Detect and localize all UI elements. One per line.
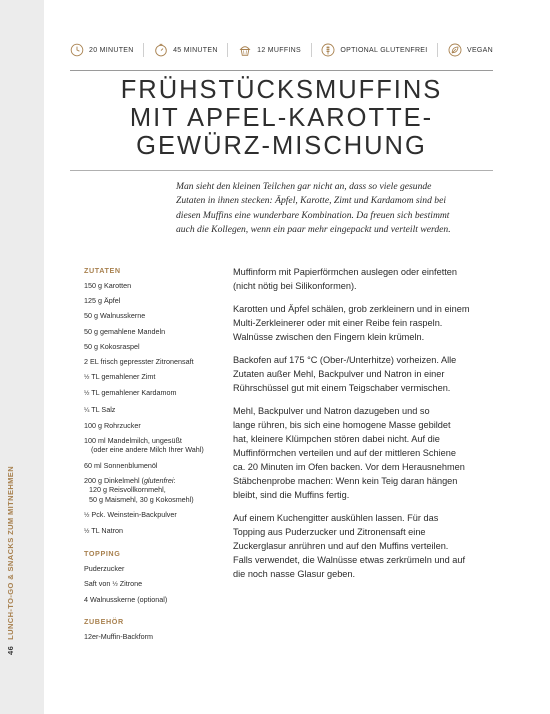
fraction: ½ (112, 581, 118, 589)
ingredient-item (84, 510, 224, 521)
badge-divider (143, 43, 144, 57)
ingredient-line: (oder eine andere Milch Ihrer Wahl) (91, 445, 204, 455)
ingredient-line: 120 g Reisvollkornmehl, (89, 485, 166, 495)
step-line: Karotten und Äpfel schälen, grob zerkleinern und in einem (233, 304, 470, 314)
title-line-2: MIT APFEL-KAROTTE- (129, 104, 434, 132)
instruction-step (233, 302, 495, 344)
intro-line: diesen Muffins eine wunderbare Kombination. Da freuen sich bestimmt (176, 209, 450, 221)
ingredient-item: 125 g Äpfel (84, 296, 121, 306)
leaf-icon (448, 43, 462, 57)
step-line: Rührschüssel gut mit einem Teigschaber vermischen. (233, 383, 451, 393)
fraction: ½ (84, 512, 90, 520)
ingredient-text: TL gemahlener Zimt (89, 372, 156, 382)
oven-timer-icon (154, 43, 168, 57)
ingredient-text: : (173, 475, 176, 485)
ingredient-text: 200 g Dinkelmehl ( (84, 475, 144, 485)
yield-badge (238, 43, 301, 57)
step-line: Multi-Zerkleinerer oder mit einer Reibe fein raspeln. (233, 318, 443, 328)
gluten-free-badge (321, 43, 427, 57)
instruction-step (233, 511, 495, 581)
instruction-step (233, 353, 495, 395)
running-footer (6, 395, 15, 655)
header-rule (70, 70, 493, 71)
ingredient-column (84, 266, 224, 654)
step-line: Walnüsse zwischen den Fingern klein krümeln. (233, 332, 425, 342)
ingredient-text: TL gemahlener Kardamom (89, 388, 177, 398)
topping-heading: TOPPING (84, 549, 121, 558)
clock-icon (70, 43, 84, 57)
step-line: Topping aus Puderzucker und Zitronensaft eine (233, 527, 426, 537)
step-line: (nicht nötig bei Silikonformen). (233, 281, 357, 291)
yield-label: 12 MUFFINS (257, 46, 301, 54)
prep-time-badge (70, 43, 134, 57)
step-line: ca. 20 Minuten im Ofen backen. Vor dem Herausnehmen (233, 462, 465, 472)
instruction-step (233, 265, 495, 293)
fraction: ½ (84, 528, 90, 536)
ingredient-item (84, 405, 224, 416)
badge-divider (227, 43, 228, 57)
ingredient-item: 4 Walnusskerne (optional) (84, 595, 168, 605)
ingredient-text: TL Salz (89, 404, 116, 414)
ingredient-item: 100 g Rohrzucker (84, 420, 141, 430)
prep-time-label: 20 MINUTEN (89, 46, 134, 54)
step-line: Muffinförmchen verteilen und auf der mittleren Schiene (233, 448, 457, 458)
step-line: Backofen auf 175 °C (Ober-/Unterhitze) vorheizen. Alle (233, 355, 457, 365)
bake-time-label: 45 MINUTEN (173, 46, 218, 54)
step-line: hat, kleinere Klümpchen stören dabei nicht. Auf die (233, 434, 440, 444)
ingredient-item: 50 g Walnusskerne (84, 311, 146, 321)
page-number: 46 (6, 645, 15, 655)
ingredient-item: 12er-Muffin-Backform (84, 631, 153, 641)
fraction: ½ (84, 390, 90, 398)
ingredients-section (84, 266, 224, 537)
ingredient-item: 50 g gemahlene Mandeln (84, 326, 166, 336)
step-line: Auf einem Kuchengitter auskühlen lassen. Für das (233, 513, 439, 523)
step-line: lange rühren, bis sich eine homogene Masse gebildet (233, 420, 451, 430)
ingredient-item: 150 g Karotten (84, 281, 132, 290)
equipment-section (84, 617, 224, 642)
section-title: LUNCH-TO-GO & SNACKS ZUM MITNEHMEN (6, 465, 15, 640)
ingredient-item (84, 579, 224, 590)
muffin-icon (238, 43, 252, 57)
ingredients-heading: ZUTATEN (84, 266, 121, 275)
ingredient-line: 100 ml Mandelmilch, ungesüßt (84, 435, 182, 445)
ingredient-item (84, 436, 224, 455)
bake-time-badge (154, 43, 218, 57)
instruction-step (233, 404, 495, 502)
ingredient-item: Puderzucker (84, 564, 125, 573)
step-line: Falls verwendet, die Walnüsse etwas zerkrümeln und auf (233, 555, 466, 565)
badge-divider (311, 43, 312, 57)
recipe-intro (176, 180, 496, 238)
badge-divider (437, 43, 438, 57)
ingredient-line: 50 g Maismehl, 30 g Kokosmehl) (89, 495, 194, 505)
step-line: Zutaten außer Mehl, Backpulver und Natron in einer (233, 369, 445, 379)
step-line: die noch nasse Glasur geben. (233, 569, 356, 579)
page-sidebar (0, 0, 44, 714)
fraction: ½ (84, 374, 90, 382)
instructions (233, 265, 495, 590)
ingredient-text: Pck. Weinstein-Backpulver (89, 510, 177, 520)
ingredient-text: Zitrone (117, 579, 143, 589)
ingredient-item (84, 526, 224, 537)
ingredient-item (84, 476, 224, 505)
equipment-heading: ZUBEHÖR (84, 616, 124, 626)
step-line: Mehl, Backpulver und Natron dazugeben und so (233, 406, 430, 416)
ingredient-item (84, 388, 224, 399)
ingredient-item (84, 372, 224, 383)
gluten-free-note: glutenfrei (143, 475, 174, 485)
step-line: Muffinform mit Papierförmchen auslegen oder einfetten (233, 267, 458, 277)
ingredient-item: 60 ml Sonnenblumenöl (84, 460, 158, 470)
vegan-label: VEGAN (466, 46, 493, 54)
wheat-icon (321, 43, 335, 57)
recipe-info-bar (70, 38, 493, 62)
step-line: bleibt, sind die Muffins fertig. (233, 490, 350, 500)
fraction: ¼ (84, 406, 90, 414)
step-line: Zuckerglasur anrühren und auf den Muffins verteilen. (233, 541, 449, 551)
intro-line: Man sieht den kleinen Teilchen gar nicht an, dass so viele gesunde (176, 181, 432, 192)
intro-line: Zutaten in ihnen stecken: Äpfel, Karotte, Zimt und Kardamom sind bei (176, 195, 447, 207)
step-line: Stäbchenprobe machen: Wenn kein Teig daran hängen (233, 476, 458, 486)
title-rule (70, 170, 493, 171)
vegan-badge (448, 43, 493, 57)
recipe-title (70, 76, 493, 160)
ingredient-line (84, 476, 224, 486)
ingredient-item: 2 EL frisch gepresster Zitronensaft (84, 356, 194, 366)
title-line-3: GEWÜRZ-MISCHUNG (136, 132, 427, 160)
gluten-free-label: OPTIONAL GLUTENFREI (340, 46, 428, 54)
topping-section (84, 549, 224, 605)
ingredient-item: 50 g Kokosraspel (84, 341, 140, 351)
ingredient-text: Saft von (84, 579, 113, 589)
intro-line: auch die Kollegen, wenn ein paar mehr eingepackt und verteilt werden. (176, 224, 451, 236)
title-line-1: FRÜHSTÜCKSMUFFINS (120, 76, 443, 104)
ingredient-text: TL Natron (89, 526, 123, 536)
